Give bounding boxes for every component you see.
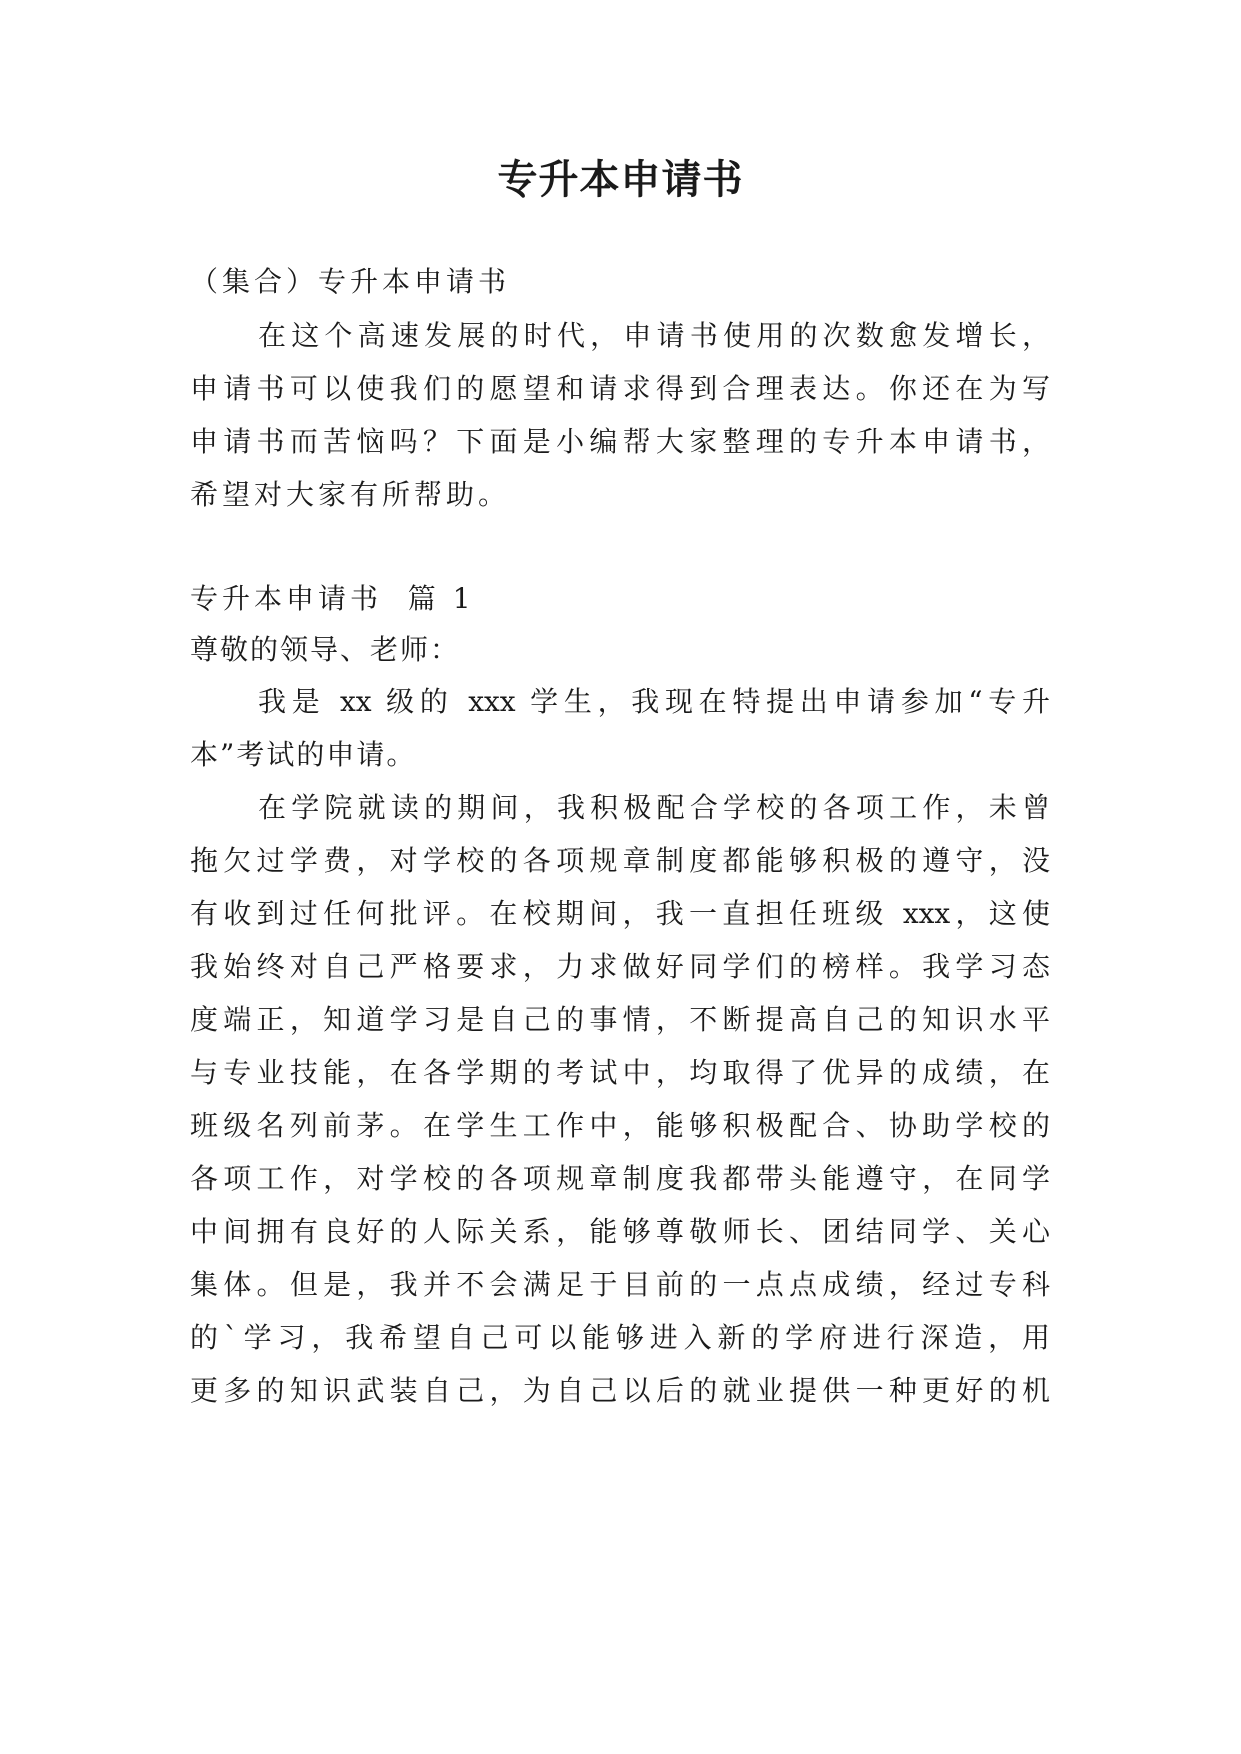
- para1-line-1: 我是 xx 级的 xxx 学生，我现在特提出申请参加“专升: [258, 685, 1050, 718]
- para2-line-3: 有收到过任何批评。在校期间，我一直担任班级 xxx，这使: [190, 897, 1050, 930]
- intro-line-4: 希望对大家有所帮助。: [190, 478, 511, 511]
- para2-line-4: 我始终对自己严格要求，力求做好同学们的榜样。我学习态: [190, 950, 1050, 983]
- para2-line-7: 班级名列前茅。在学生工作中，能够积极配合、协助学校的: [190, 1109, 1050, 1142]
- para2-line-5: 度端正，知道学习是自己的事情，不断提高自己的知识水平: [190, 1003, 1050, 1036]
- salutation: 尊敬的领导、老师：: [190, 633, 461, 666]
- para2-line-12: 更多的知识武装自己，为自己以后的就业提供一种更好的机: [190, 1374, 1050, 1407]
- para2-line-11: 的`学习，我希望自己可以能够进入新的学府进行深造，用: [190, 1321, 1050, 1354]
- intro-line-2: 申请书可以使我们的愿望和请求得到合理表达。你还在为写: [190, 372, 1050, 405]
- section-heading: 专升本申请书 篇 1: [190, 582, 475, 615]
- para2-line-8: 各项工作，对学校的各项规章制度我都带头能遵守，在同学: [190, 1162, 1050, 1195]
- para2-line-1: 在学院就读的期间，我积极配合学校的各项工作，未曾: [258, 791, 1050, 824]
- document-title: 专升本申请书: [497, 157, 744, 203]
- para2-line-10: 集体。但是，我并不会满足于目前的一点点成绩，经过专科: [190, 1268, 1050, 1301]
- subtitle: （集合）专升本申请书: [190, 265, 511, 298]
- para2-line-9: 中间拥有良好的人际关系，能够尊敬师长、团结同学、关心: [190, 1215, 1050, 1248]
- para2-line-6: 与专业技能，在各学期的考试中，均取得了优异的成绩，在: [190, 1056, 1050, 1089]
- intro-line-3: 申请书而苦恼吗？下面是小编帮大家整理的专升本申请书，: [190, 425, 1050, 458]
- intro-line-1: 在这个高速发展的时代，申请书使用的次数愈发增长，: [258, 319, 1050, 352]
- para2-line-2: 拖欠过学费，对学校的各项规章制度都能够积极的遵守，没: [190, 844, 1050, 877]
- para1-line-2: 本”考试的申请。: [190, 738, 417, 771]
